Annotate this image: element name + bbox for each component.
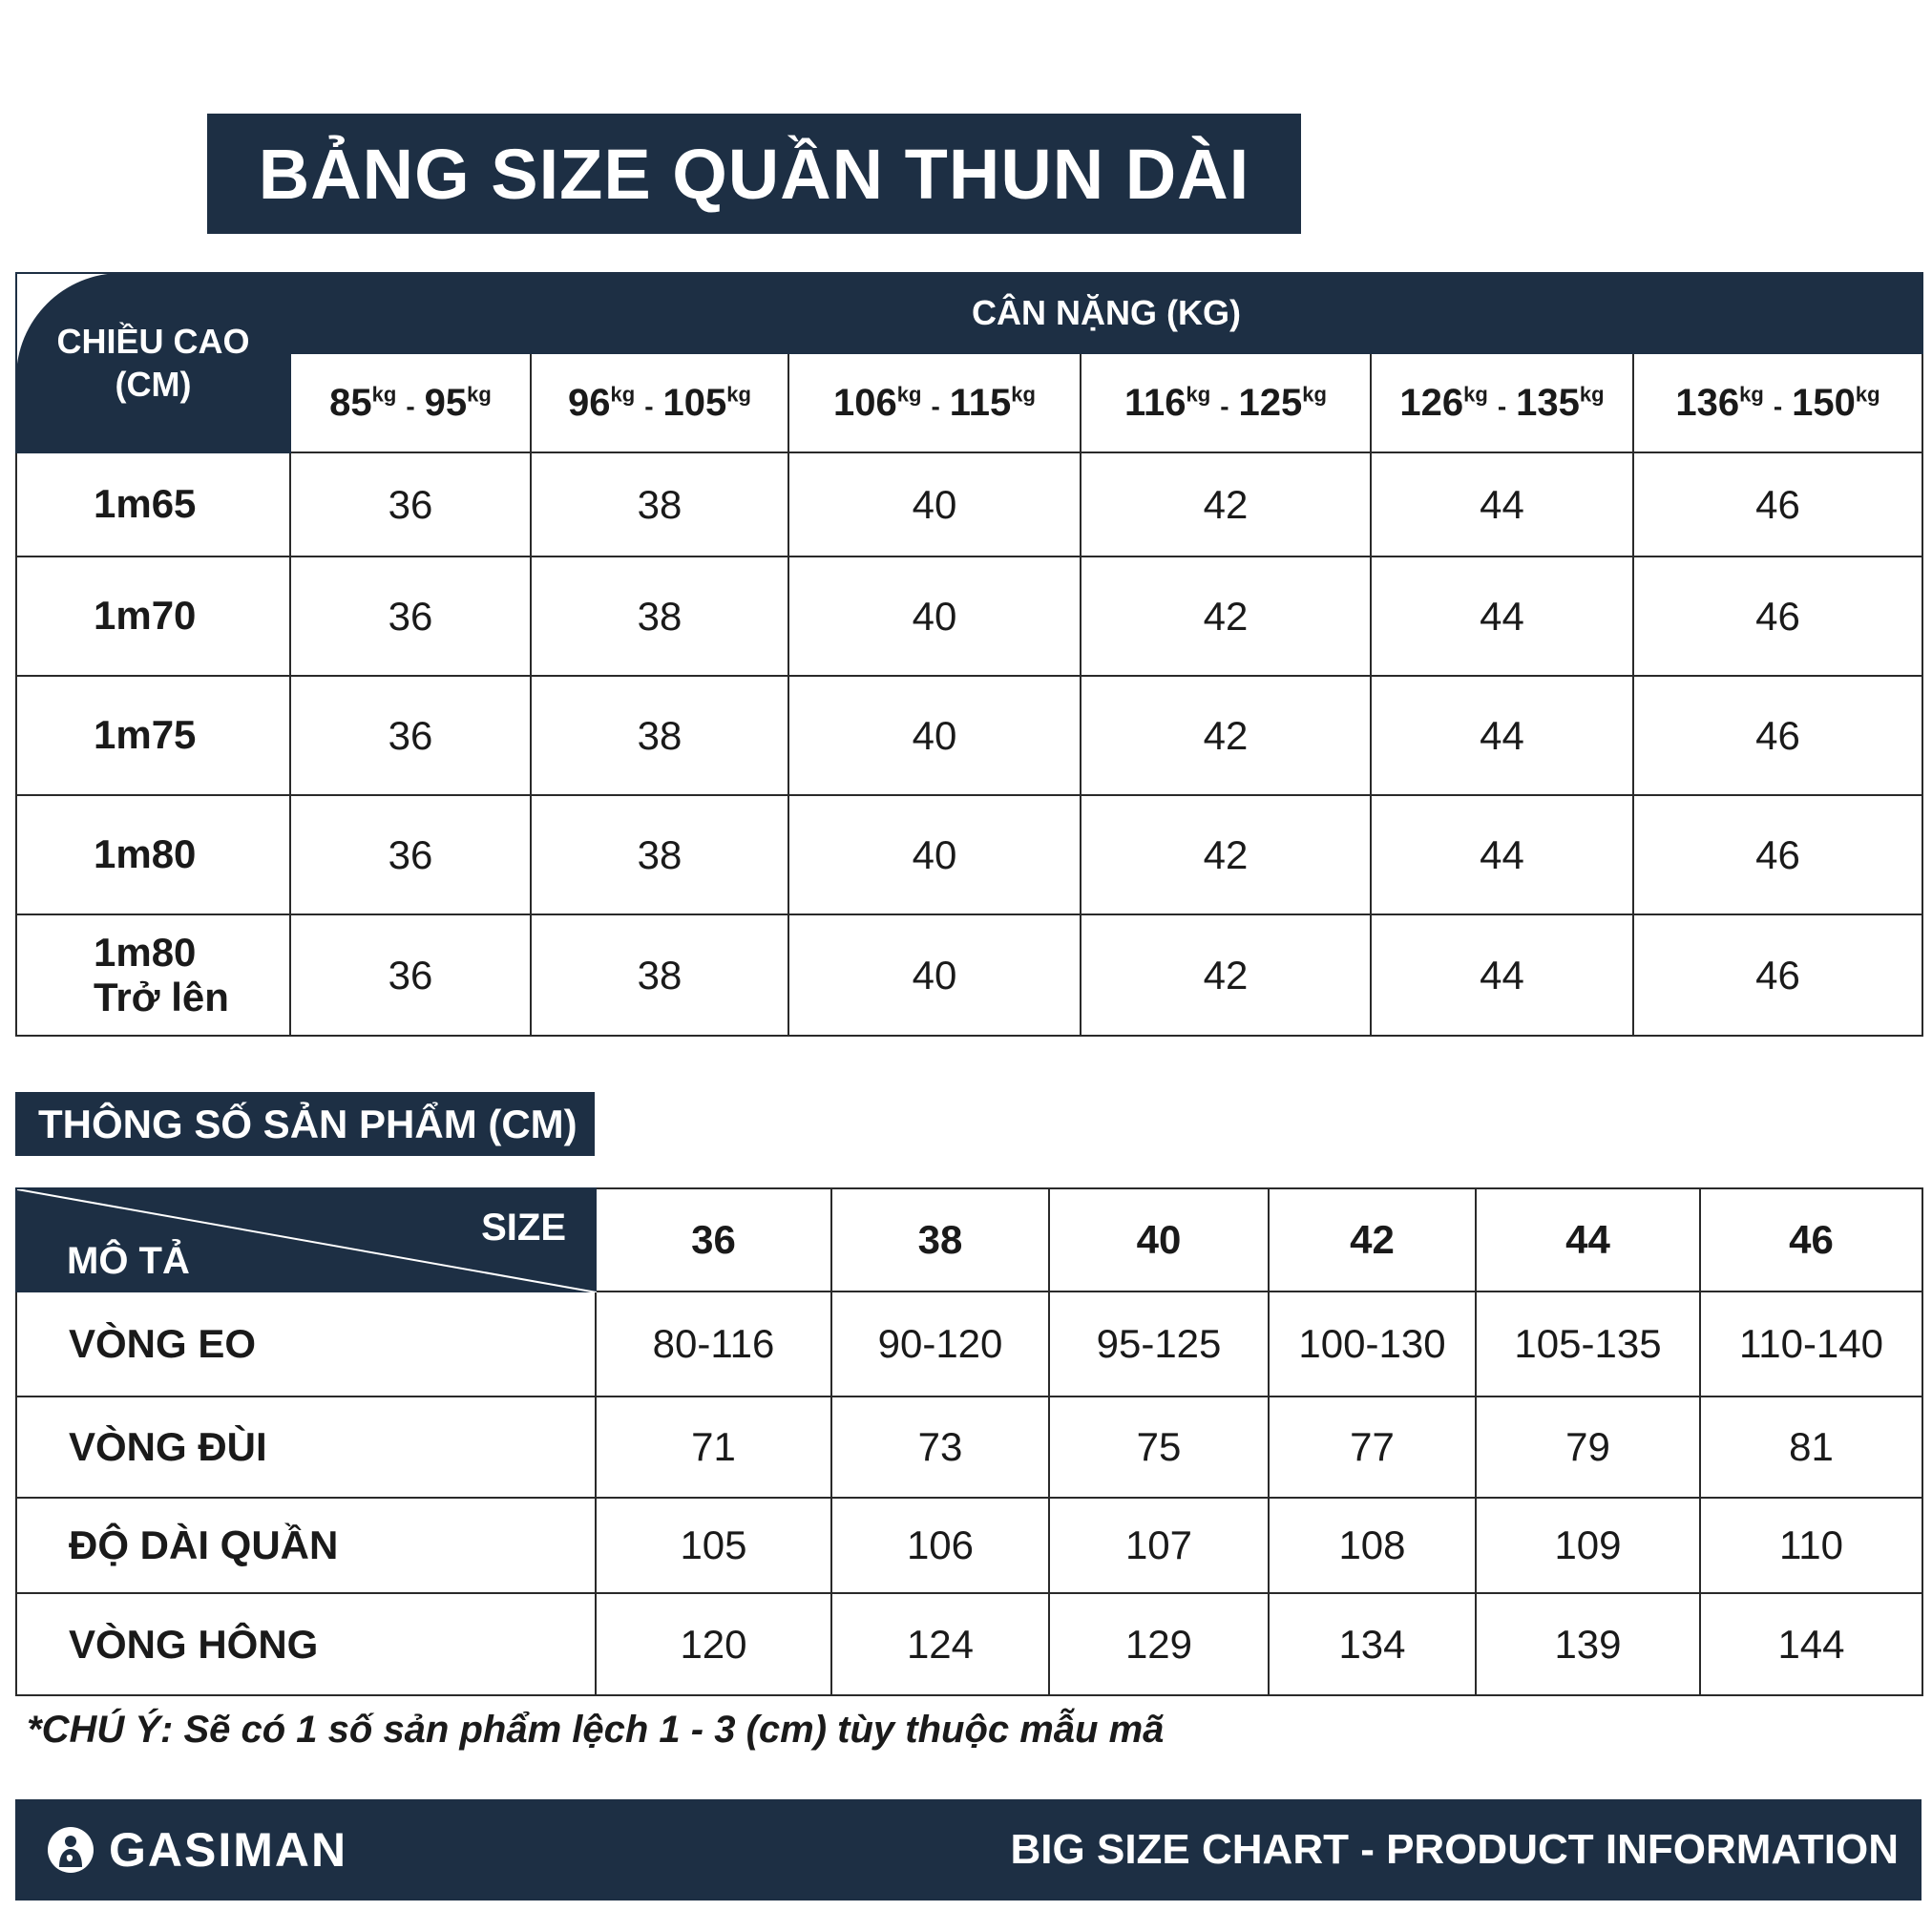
spec-value-cell: 105-135 bbox=[1476, 1292, 1700, 1396]
weight-range-cell bbox=[1081, 353, 1371, 452]
weight-from: 96 bbox=[568, 381, 611, 424]
size-value-cell: 40 bbox=[788, 914, 1081, 1036]
size-value-cell: 38 bbox=[531, 914, 788, 1036]
weight-from: 106 bbox=[833, 381, 897, 424]
size-value-cell: 40 bbox=[788, 795, 1081, 914]
height-label bbox=[16, 452, 290, 556]
size-value-cell: 44 bbox=[1371, 452, 1633, 556]
spec-value-cell: 107 bbox=[1049, 1498, 1269, 1593]
weight-header: CÂN NẶNG (KG) bbox=[290, 273, 1922, 353]
size-value-cell: 36 bbox=[290, 452, 531, 556]
spec-value-cell: 79 bbox=[1476, 1396, 1700, 1498]
spec-label: ĐỘ DÀI QUẦN bbox=[16, 1498, 596, 1593]
unit-kg: kg bbox=[1579, 382, 1605, 407]
unit-kg: kg bbox=[610, 382, 636, 407]
spec-value-cell: 77 bbox=[1269, 1396, 1476, 1498]
weight-range-cell bbox=[290, 353, 531, 452]
brand-name: GASIMAN bbox=[109, 1823, 348, 1877]
spec-value-cell: 109 bbox=[1476, 1498, 1700, 1593]
spec-label: VÒNG ĐÙI bbox=[16, 1396, 596, 1498]
size-row bbox=[16, 914, 1922, 1036]
unit-kg: kg bbox=[1011, 382, 1036, 407]
unit-kg: kg bbox=[896, 382, 922, 407]
size-value-cell: 42 bbox=[1081, 556, 1371, 676]
spec-row bbox=[16, 1593, 1922, 1695]
size-value-cell: 46 bbox=[1633, 795, 1922, 914]
unit-kg: kg bbox=[1739, 382, 1764, 407]
weight-range-cell bbox=[531, 353, 788, 452]
spec-value-cell: 144 bbox=[1700, 1593, 1922, 1695]
spec-value-cell: 73 bbox=[831, 1396, 1049, 1498]
spec-row bbox=[16, 1498, 1922, 1593]
height-label bbox=[16, 556, 290, 676]
spec-value-cell: 95-125 bbox=[1049, 1292, 1269, 1396]
size-value-cell: 46 bbox=[1633, 914, 1922, 1036]
unit-kg: kg bbox=[1463, 382, 1488, 407]
range-separator: - bbox=[1220, 390, 1229, 421]
spec-value-cell: 108 bbox=[1269, 1498, 1476, 1593]
size-value-cell: 46 bbox=[1633, 556, 1922, 676]
range-separator: - bbox=[1773, 390, 1783, 421]
spec-value-cell: 120 bbox=[596, 1593, 831, 1695]
spec-label: VÒNG EO bbox=[16, 1292, 596, 1396]
size-value-cell: 42 bbox=[1081, 452, 1371, 556]
size-value-cell: 46 bbox=[1633, 676, 1922, 795]
height-value: 1m80 bbox=[94, 930, 197, 976]
size-chart-table bbox=[15, 272, 1923, 1037]
brand bbox=[46, 1822, 347, 1878]
range-separator: - bbox=[644, 390, 654, 421]
weight-range-cell bbox=[788, 353, 1081, 452]
size-value-cell: 36 bbox=[290, 556, 531, 676]
weight-range-row bbox=[16, 353, 1922, 452]
size-value-cell: 44 bbox=[1371, 556, 1633, 676]
size-value-cell: 42 bbox=[1081, 795, 1371, 914]
size-value-cell: 44 bbox=[1371, 795, 1633, 914]
spec-label: VÒNG HÔNG bbox=[16, 1593, 596, 1695]
spec-value-cell: 100-130 bbox=[1269, 1292, 1476, 1396]
height-value: 1m65 bbox=[94, 481, 197, 527]
product-section-title-text: THÔNG SỐ SẢN PHẨM (CM) bbox=[38, 1101, 578, 1146]
size-row bbox=[16, 795, 1922, 914]
unit-kg: kg bbox=[1855, 382, 1880, 407]
size-value-cell: 36 bbox=[290, 676, 531, 795]
size-value-cell: 42 bbox=[1081, 676, 1371, 795]
height-value: 1m80 bbox=[94, 831, 197, 877]
gasiman-logo-icon bbox=[46, 1825, 95, 1875]
spec-row bbox=[16, 1292, 1922, 1396]
height-header: CHIỀU CAO (CM) bbox=[16, 273, 290, 452]
size-value-cell: 38 bbox=[531, 452, 788, 556]
weight-from: 85 bbox=[329, 381, 372, 424]
product-spec-table bbox=[15, 1187, 1923, 1696]
size-value-cell: 38 bbox=[531, 556, 788, 676]
unit-kg: kg bbox=[1186, 382, 1211, 407]
spec-value-cell: 124 bbox=[831, 1593, 1049, 1695]
product-header-row bbox=[16, 1188, 1922, 1292]
spec-value-cell: 75 bbox=[1049, 1396, 1269, 1498]
weight-range-cell bbox=[1371, 353, 1633, 452]
size-column-header: 42 bbox=[1269, 1188, 1476, 1292]
unit-kg: kg bbox=[1302, 382, 1327, 407]
size-value-cell: 36 bbox=[290, 795, 531, 914]
spec-value-cell: 129 bbox=[1049, 1593, 1269, 1695]
spec-value-cell: 110-140 bbox=[1700, 1292, 1922, 1396]
size-column-header: 36 bbox=[596, 1188, 831, 1292]
weight-to: 125 bbox=[1238, 381, 1303, 424]
range-separator: - bbox=[1497, 390, 1507, 421]
spec-value-cell: 90-120 bbox=[831, 1292, 1049, 1396]
size-description-corner bbox=[16, 1188, 596, 1292]
title-banner bbox=[207, 114, 1301, 234]
height-label bbox=[16, 914, 290, 1036]
size-value-cell: 36 bbox=[290, 914, 531, 1036]
spec-value-cell: 139 bbox=[1476, 1593, 1700, 1695]
spec-value-cell: 134 bbox=[1269, 1593, 1476, 1695]
weight-from: 116 bbox=[1124, 381, 1186, 424]
page-title: BẢNG SIZE QUẦN THUN DÀI bbox=[258, 134, 1250, 214]
size-column-header: 38 bbox=[831, 1188, 1049, 1292]
weight-from: 126 bbox=[1399, 381, 1464, 424]
size-column-header: 44 bbox=[1476, 1188, 1700, 1292]
height-label bbox=[16, 795, 290, 914]
size-value-cell: 44 bbox=[1371, 914, 1633, 1036]
height-value: 1m75 bbox=[94, 712, 197, 758]
height-sub-label: Trở lên bbox=[94, 974, 229, 1019]
size-value-cell: 42 bbox=[1081, 914, 1371, 1036]
unit-kg: kg bbox=[371, 382, 397, 407]
spec-row bbox=[16, 1396, 1922, 1498]
unit-kg: kg bbox=[726, 382, 751, 407]
spec-value-cell: 106 bbox=[831, 1498, 1049, 1593]
weight-to: 115 bbox=[949, 381, 1012, 424]
size-row bbox=[16, 676, 1922, 795]
footer-tagline: BIG SIZE CHART - PRODUCT INFORMATION bbox=[1010, 1826, 1899, 1873]
weight-to: 135 bbox=[1516, 381, 1580, 424]
height-label bbox=[16, 676, 290, 795]
size-value-cell: 46 bbox=[1633, 452, 1922, 556]
size-value-cell: 44 bbox=[1371, 676, 1633, 795]
weight-to: 150 bbox=[1792, 381, 1856, 424]
size-value-cell: 40 bbox=[788, 452, 1081, 556]
size-row bbox=[16, 556, 1922, 676]
size-column-header: 46 bbox=[1700, 1188, 1922, 1292]
size-label: SIZE bbox=[481, 1207, 566, 1249]
note-text: *CHÚ Ý: Sẽ có 1 số sản phẩm lệch 1 - 3 (cm) tùy thuộc mẫu mã bbox=[27, 1709, 1165, 1751]
height-value: 1m70 bbox=[94, 593, 197, 639]
weight-to: 105 bbox=[662, 381, 727, 424]
weight-from: 136 bbox=[1675, 381, 1740, 424]
spec-value-cell: 105 bbox=[596, 1498, 831, 1593]
spec-value-cell: 81 bbox=[1700, 1396, 1922, 1498]
footer-bar bbox=[15, 1799, 1922, 1900]
size-value-cell: 40 bbox=[788, 676, 1081, 795]
spec-value-cell: 80-116 bbox=[596, 1292, 831, 1396]
range-separator: - bbox=[931, 390, 940, 421]
description-label: MÔ TẢ bbox=[67, 1240, 190, 1282]
size-value-cell: 40 bbox=[788, 556, 1081, 676]
product-section-title bbox=[15, 1092, 595, 1156]
weight-to: 95 bbox=[424, 381, 468, 424]
spec-value-cell: 110 bbox=[1700, 1498, 1922, 1593]
size-value-cell: 38 bbox=[531, 795, 788, 914]
size-row bbox=[16, 452, 1922, 556]
range-separator: - bbox=[406, 390, 415, 421]
unit-kg: kg bbox=[467, 382, 492, 407]
weight-range-cell bbox=[1633, 353, 1922, 452]
size-column-header: 40 bbox=[1049, 1188, 1269, 1292]
spec-value-cell: 71 bbox=[596, 1396, 831, 1498]
size-value-cell: 38 bbox=[531, 676, 788, 795]
